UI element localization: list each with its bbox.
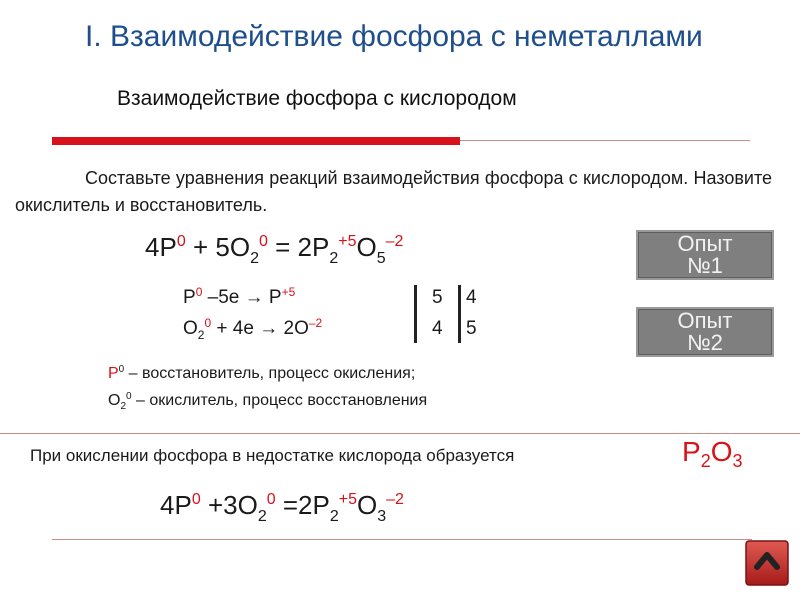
- coef-1: 4: [145, 232, 160, 262]
- eq2-prod-p-sub: 2: [329, 508, 339, 525]
- experiment-1-button[interactable]: [636, 230, 774, 280]
- hr1-left-ox: 0: [195, 285, 203, 299]
- red-divider: [52, 137, 460, 145]
- eq1-prod-o-ox: –2: [385, 233, 404, 250]
- product-o: O: [710, 436, 733, 467]
- coef-3: 2: [297, 232, 313, 262]
- eq1-o: O: [229, 232, 251, 262]
- hr2-left-sub: 2: [197, 328, 205, 342]
- product-p-sub: 2: [700, 451, 711, 471]
- bottom-statement: При окислении фосфора в недостатке кислорода образуется: [30, 446, 515, 465]
- page-title: I. Взаимодействие фосфора с неметаллами: [85, 20, 703, 53]
- eq1-prod-p-ox: +5: [338, 233, 357, 250]
- note2-text: – окислитель, процесс восстановления: [131, 392, 428, 409]
- hr2-middle: + 4e → 2O: [211, 318, 309, 339]
- half-reaction-oxidation: [183, 287, 295, 309]
- eq2-plus-coef: +3: [200, 490, 238, 520]
- subtitle: Взаимодействие фосфора с кислородом: [117, 87, 517, 110]
- note-oxidizer: [108, 388, 427, 413]
- eq2-coef-1: 4: [160, 490, 175, 520]
- eq1-o-sub: 2: [250, 250, 259, 267]
- hr2-left-ox: 0: [204, 316, 212, 330]
- product-formula: [682, 436, 743, 471]
- note-reducer: [108, 361, 415, 386]
- eq2-p: P: [174, 490, 192, 520]
- eq2-o-sub: 2: [257, 508, 267, 525]
- experiment-1-line1: Опыт: [677, 231, 733, 256]
- bottom-divider: [52, 539, 752, 540]
- balance-num-3: 4: [466, 287, 477, 308]
- balance-num-2: 4: [432, 318, 443, 339]
- eq2-prod-o: O: [357, 490, 378, 520]
- balance-num-1: 5: [432, 287, 443, 308]
- note1-symbol: P: [108, 365, 119, 382]
- note2-ox: 0: [126, 391, 132, 402]
- note1-text: – восстановитель, процесс окисления;: [124, 365, 416, 382]
- hr1-middle: –5e → P: [202, 287, 282, 308]
- balance-bar-left: [414, 285, 417, 343]
- experiment-2-line1: Опыт: [677, 308, 733, 333]
- task-text: Составьте уравнения реакций взаимодействия фосфора с кислородом. Назовите окислитель и восстановитель.: [15, 168, 772, 215]
- thin-divider: [460, 140, 750, 141]
- half-reaction-reduction: [183, 318, 322, 340]
- experiment-2-button[interactable]: [636, 307, 774, 357]
- eq1-plus: +: [192, 232, 209, 262]
- eq1-prod-o-sub: 5: [376, 250, 386, 267]
- balance-bar-right: [458, 285, 461, 343]
- eq2-o: O: [237, 490, 258, 520]
- eq2-prod-o-ox: –2: [386, 491, 404, 508]
- eq1-p: P: [159, 232, 177, 262]
- note2-sub: 2: [120, 401, 127, 412]
- eq1-o-ox: 0: [258, 233, 268, 250]
- eq1-p-ox: 0: [176, 233, 186, 250]
- eq2-o-ox: 0: [266, 491, 276, 508]
- equation-1: [145, 232, 404, 267]
- note2-symbol: O: [108, 392, 121, 409]
- hr1-left: P: [183, 287, 196, 308]
- experiment-2-line2: №2: [687, 330, 723, 355]
- eq2-eq-coef: =2: [275, 490, 313, 520]
- hr2-right-ox: –2: [308, 316, 323, 330]
- eq2-prod-p: P: [312, 490, 330, 520]
- product-p: P: [682, 436, 701, 467]
- hr1-right-ox: +5: [281, 285, 296, 299]
- hr2-left: O: [183, 318, 198, 339]
- next-slide-arrow-icon[interactable]: [745, 540, 789, 586]
- note1-ox: 0: [118, 364, 125, 375]
- eq1-prod-p-sub: 2: [329, 250, 339, 267]
- eq2-prod-p-ox: +5: [338, 491, 358, 508]
- middle-divider: [0, 433, 800, 434]
- equation-2: [160, 490, 404, 525]
- eq1-prod-p: P: [312, 232, 330, 262]
- balance-num-4: 5: [466, 318, 477, 339]
- product-o-sub: 3: [732, 451, 743, 471]
- eq2-p-ox: 0: [191, 491, 201, 508]
- eq1-prod-o: O: [356, 232, 377, 262]
- experiment-1-line2: №1: [687, 253, 723, 278]
- eq2-prod-o-sub: 3: [377, 508, 387, 525]
- eq1-equals: =: [275, 232, 291, 262]
- coef-2: 5: [215, 232, 230, 262]
